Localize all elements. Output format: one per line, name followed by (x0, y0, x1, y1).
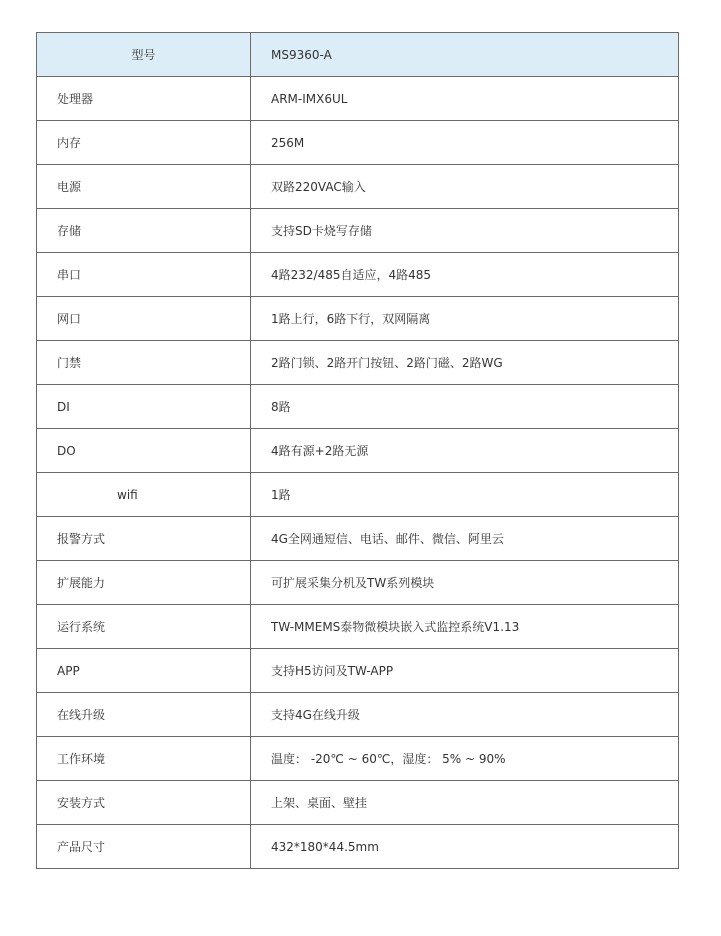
row-value: 4路有源+2路无源 (251, 429, 679, 473)
row-label: 工作环境 (37, 737, 251, 781)
table-row (37, 649, 679, 693)
row-value: 1路上行，6路下行，双网隔离 (251, 297, 679, 341)
row-value: 支持H5访问及TW-APP (251, 649, 679, 693)
table-row (37, 693, 679, 737)
header-label-cell: 型号 (37, 33, 251, 77)
row-label: DI (37, 385, 251, 429)
row-value: 4G全网通短信、电话、邮件、微信、阿里云 (251, 517, 679, 561)
row-label: 在线升级 (37, 693, 251, 737)
row-value: ARM-IMX6UL (251, 77, 679, 121)
row-value: 支持SD卡烧写存储 (251, 209, 679, 253)
row-label: 内存 (37, 121, 251, 165)
row-value: 支持4G在线升级 (251, 693, 679, 737)
table-row (37, 121, 679, 165)
table-row (37, 737, 679, 781)
row-label: APP (37, 649, 251, 693)
row-label: 串口 (37, 253, 251, 297)
row-label: 网口 (37, 297, 251, 341)
table-row (37, 429, 679, 473)
table-row (37, 561, 679, 605)
row-label: 门禁 (37, 341, 251, 385)
table-row (37, 517, 679, 561)
table-row (37, 209, 679, 253)
table-row (37, 781, 679, 825)
table-row (37, 385, 679, 429)
spec-table (36, 32, 679, 869)
row-label: DO (37, 429, 251, 473)
table-row (37, 77, 679, 121)
row-value: TW-MMEMS泰物微模块嵌入式监控系统V1.13 (251, 605, 679, 649)
row-value: 2路门锁、2路开门按钮、2路门磁、2路WG (251, 341, 679, 385)
row-label: 运行系统 (37, 605, 251, 649)
table-row (37, 297, 679, 341)
row-label: 扩展能力 (37, 561, 251, 605)
header-value-cell: MS9360-A (251, 33, 679, 77)
row-label: 安装方式 (37, 781, 251, 825)
row-label: 电源 (37, 165, 251, 209)
table-row (37, 605, 679, 649)
row-value: 432*180*44.5mm (251, 825, 679, 869)
table-header-row (37, 33, 679, 77)
row-value: 温度： -20℃ ~ 60℃，湿度： 5% ~ 90% (251, 737, 679, 781)
row-label: 产品尺寸 (37, 825, 251, 869)
row-label: 存储 (37, 209, 251, 253)
row-value: 1路 (251, 473, 679, 517)
table-row (37, 825, 679, 869)
row-value: 4路232/485自适应，4路485 (251, 253, 679, 297)
row-label: wifi (37, 473, 251, 517)
row-value: 可扩展采集分机及TW系列模块 (251, 561, 679, 605)
row-value: 8路 (251, 385, 679, 429)
table-row (37, 165, 679, 209)
table-row (37, 341, 679, 385)
row-value: 上架、桌面、壁挂 (251, 781, 679, 825)
row-label: 处理器 (37, 77, 251, 121)
row-label: 报警方式 (37, 517, 251, 561)
table-row (37, 473, 679, 517)
table-row (37, 253, 679, 297)
row-value: 双路220VAC输入 (251, 165, 679, 209)
row-value: 256M (251, 121, 679, 165)
